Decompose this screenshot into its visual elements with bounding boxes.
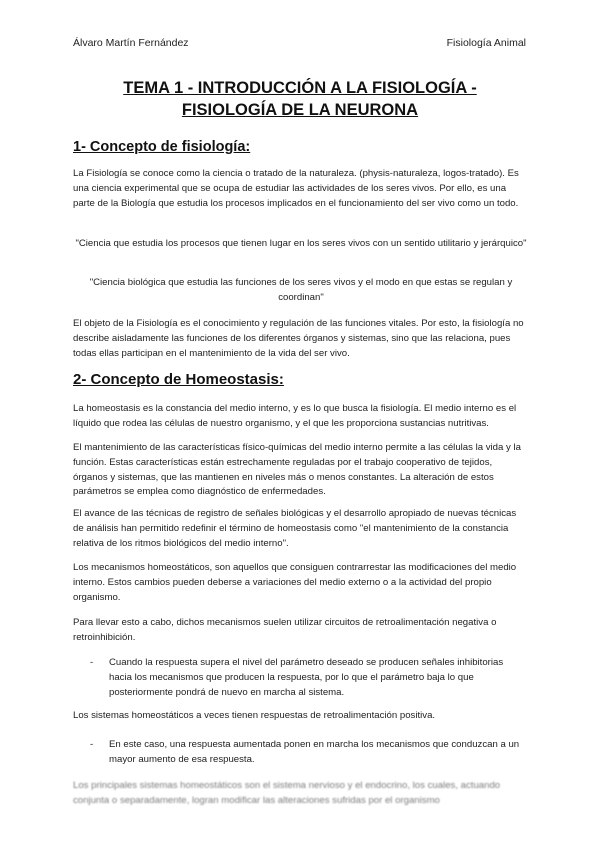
section-2-paragraph-7-blurred: Los principales sistemas homeostáticos son el sistema nervioso y el endocrino, los cuales, actuando conjunta o separadamente, logran modificar las alteraciones sufridas por el organismo <box>73 780 501 806</box>
section-1-paragraph-1: La Fisiología se conoce como la ciencia o tratado de la naturaleza. (physis-naturaleza, logos-tratado). Es una ciencia experimental que se ocupa de estudiar las actividades de los seres vivos. Por ello, es una parte de la Biología que estudia los procesos implicados en el funcionamiento del ser vivo como un todo. <box>73 168 519 209</box>
section-2-paragraph-2: El mantenimiento de las características físico-químicas del medio interno permite a las células la vida y la función. Estas características están estrechamente reguladas por el trabajo cooperativo de tejidos, órganos y sistemas, que las mantienen en niveles más o menos constantes. La alteración de estos parámetros se emplea como diagnóstico de enfermedades. <box>73 442 521 498</box>
title-line-1: TEMA 1 - INTRODUCCIÓN A LA FISIOLOGÍA - <box>123 79 477 97</box>
section-2-paragraph-1: La homeostasis es la constancia del medio interno, y es lo que busca la fisiología. El medio interno es el líquido que rodea las células de nuestro organismo, y el que les proporciona sustancias nutritivas. <box>73 403 517 429</box>
section-1-paragraph-2: El objeto de la Fisiología es el conocimiento y regulación de las funciones vitales. Por esto, la fisiología no describe aisladamente las funciones de los diferentes órganos y sistemas, sino que las relaciona, pues todas ellas participan en el mantenimiento de la vida del ser vivo. <box>73 318 524 359</box>
header-subject: Fisiología Animal <box>446 37 526 49</box>
section-1-quote-2: "Ciencia biológica que estudia las funciones de los seres vivos y el modo en que estas se regulan y coordinan" <box>89 277 513 303</box>
header-author: Álvaro Martín Fernández <box>73 37 189 49</box>
bullet-marker-2: - <box>90 739 94 750</box>
section-2-bullet-1: Cuando la respuesta supera el nivel del parámetro deseado se producen señales inhibitorias hacia los mecanismos que producen la respuesta, por lo que el parámetro baja lo que posteriormente pondrá de nuevo en marcha al sistema. <box>109 657 504 698</box>
section-2-paragraph-3: El avance de las técnicas de registro de señales biológicas y el desarrollo apropiado de nuevas técnicas de análisis han permitido redefinir el término de homeostasis como "el mantenimiento de la constancia relativa de los ritmos biológicos del medio interno". <box>73 508 517 549</box>
title-line-2: FISIOLOGÍA DE LA NEURONA <box>181 101 419 119</box>
section-2-paragraph-5: Para llevar esto a cabo, dichos mecanismos suelen utilizar circuitos de retroalimentación negativa o retroinhibición. <box>73 617 497 643</box>
section-1-heading: 1- Concepto de fisiología: <box>73 139 251 155</box>
bullet-marker-1: - <box>90 657 94 668</box>
section-2-heading: 2- Concepto de Homeostasis: <box>73 371 284 388</box>
section-2-paragraph-4: Los mecanismos homeostáticos, son aquellos que consiguen contrarrestar las modificaciones del medio interno. Estos cambios pueden deberse a variaciones del medio externo o a la actividad del propio organismo. <box>73 562 517 603</box>
section-2-paragraph-6: Los sistemas homeostáticos a veces tienen respuestas de retroalimentación positiva. <box>73 710 436 721</box>
section-2-bullet-2: En este caso, una respuesta aumentada ponen en marcha los mecanismos que conduzcan a un mayor aumento de esa respuesta. <box>109 739 520 765</box>
section-1-quote-1: "Ciencia que estudia los procesos que tienen lugar en los seres vivos con un sentido utilitario y jerárquico" <box>75 238 527 249</box>
document-title <box>60 77 540 121</box>
